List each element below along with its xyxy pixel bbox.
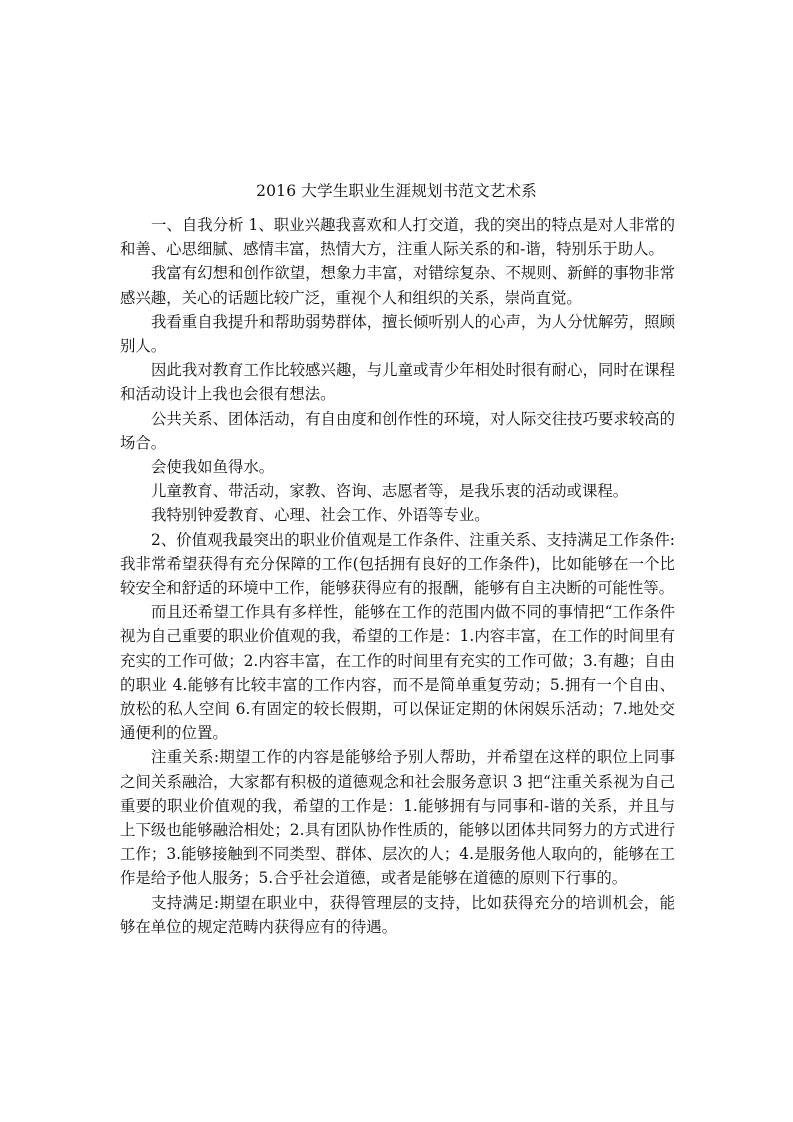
paragraph-education-interest: 因此我对教育工作比较感兴趣，与儿童或青少年相处时很有耐心，同时在课程和活动设计上我也会很有想法。 — [120, 361, 675, 404]
paragraph-favorite-majors: 我特别钟爱教育、心理、社会工作、外语等专业。 — [151, 506, 490, 525]
document-body — [120, 213, 675, 939]
paragraph-fish-in-water: 会使我如鱼得水。 — [151, 458, 275, 477]
paragraph-imagination: 我富有幻想和创作欲望，想象力丰富，对错综复杂、不规则、新鲜的事物非常感兴趣，关心的话题比较广泛，重视个人和组织的关系，崇尚直觉。 — [120, 264, 675, 307]
paragraph-public-relations: 公共关系、团体活动，有自由度和创作性的环境，对人际交往技巧要求较高的场合。 — [120, 409, 675, 452]
paragraph-support: 支持满足:期望在职业中，获得管理层的支持，比如获得充分的培训机会，能够在单位的规定范畴内获得应有的待遇。 — [120, 893, 675, 936]
paragraph-work-diversity: 而且还希望工作具有多样性，能够在工作的范围内做不同的事情把“工作条件视为自己重要的职业价值观的我，希望的工作是：1.内容丰富，在工作的时间里有充实的工作可做；2.内容丰富，在工作的时间里有充实的工作可做；3.有趣；自由的职业 4.能够有比较丰富的工作内容，而不是简单重复劳动；5.拥有一个自由、放松的私人空间 6.有固定的较长假期，可以保证定期的休闲娱乐活动；7.地处交通便利的位置。 — [120, 603, 675, 743]
paragraph-self-improvement: 我看重自我提升和帮助弱势群体，擅长倾听别人的心声，为人分忧解劳，照顾别人。 — [120, 312, 675, 356]
paragraph-values: 2、价值观我最突出的职业价值观是工作条件、注重关系、支持满足工作条件:我非常希望获得有充分保障的工作(包括拥有良好的工作条件)，比如能够在一个比较安全和舒适的环境中工作，能够获得应有的报酬，能够有自主决断的可能性等。 — [120, 530, 675, 598]
paragraph-relationships: 注重关系:期望工作的内容是能够给予别人帮助，并希望在这样的职位上同事之间关系融洽，大家都有积极的道德观念和社会服务意识 3 把“注重关系视为自己重要的职业价值观的我，希望的工作是：1.能够拥有与同事和-谐的关系，并且与上下级也能够融洽相处；2.具有团队协作性质的，能够以团体共同努力的方式进行工作；3.能够接触到不同类型、群体、层次的人；4.是服务他人取向的，能够在工作是给予他人服务；5.合乎社会道德，或者是能够在道德的原则下行事的。 — [120, 748, 675, 888]
paragraph-self-analysis: 一、自我分析 1、职业兴趣我喜欢和人打交道，我的突出的特点是对人非常的和善、心思细腻、感情丰富，热情大方，注重人际关系的和-谐，特别乐于助人。 — [120, 216, 675, 259]
paragraph-child-education: 儿童教育、带活动，家教、咨询、志愿者等，是我乐衷的活动或课程。 — [151, 482, 629, 501]
document-title: 2016 大学生职业生涯规划书范文艺术系 — [256, 182, 537, 200]
